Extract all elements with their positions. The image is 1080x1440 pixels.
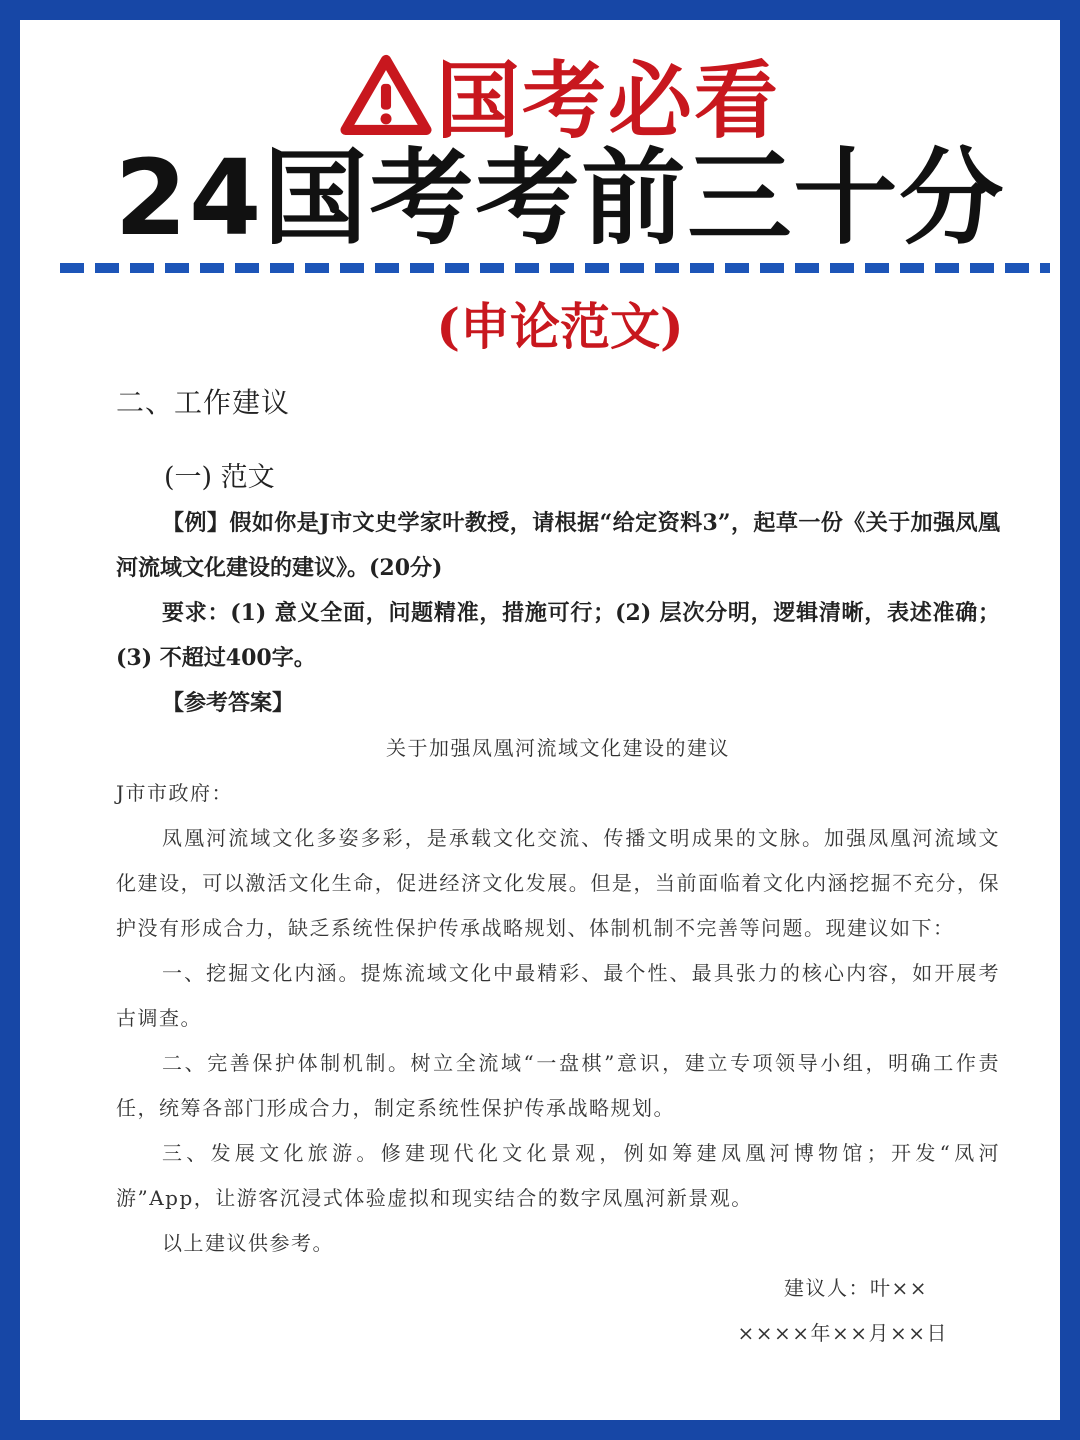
salutation: J市市政府： xyxy=(116,781,234,805)
subtitle: (申论范文) xyxy=(436,297,684,356)
dashed-divider xyxy=(60,263,1050,273)
signature-date: ××××年××月××日 xyxy=(737,1321,948,1345)
header-warning xyxy=(20,46,1080,150)
warning-triangle-icon xyxy=(340,52,432,136)
essay-paragraph: 凤凰河流域文化多姿多彩，是承载文化交流、传播文明成果的文脉。加强凤凰河流域文化建设，可以激活文化生命，促进经济文化发展。但是，当前面临着文化内涵挖掘不充分，保护没有形成合力，缺乏系统性保护传承战略规划、体制机制不完善等问题。现建议如下： xyxy=(116,826,1000,940)
main-title: 24国考考前三十分 xyxy=(114,137,1006,259)
essay-paragraph: 三、发展文化旅游。修建现代化文化景观，例如筹建凤凰河博物馆；开发“凤河游”App，让游客沉浸式体验虚拟和现实结合的数字凤凰河新景观。 xyxy=(116,1141,1000,1210)
essay-paragraph: 二、完善保护体制机制。树立全流域“一盘棋”意识，建立专项领导小组，明确工作责任，统筹各部门形成合力，制定系统性保护传承战略规划。 xyxy=(116,1051,1000,1120)
section-heading: 二、工作建议 xyxy=(116,386,291,419)
requirements: 要求：(1) 意义全面，问题精准，措施可行；(2) 层次分明，逻辑清晰，表述准确；(3) 不超过400字。 xyxy=(116,600,1000,671)
document-body xyxy=(116,375,1000,1356)
essay-paragraph: 一、挖掘文化内涵。提炼流域文化中最精彩、最个性、最具张力的核心内容，如开展考古调查。 xyxy=(116,961,1000,1030)
warning-text: 国考必看 xyxy=(435,51,780,150)
essay-title: 关于加强凤凰河流域文化建设的建议 xyxy=(386,736,730,760)
task-prompt: 【例】假如你是J市文史学家叶教授，请根据“给定资料3”，起草一份《关于加强凤凰河流域文化建设的建议》。(20分) xyxy=(116,510,1000,581)
sub-heading: (一) 范文 xyxy=(164,462,275,493)
answer-label: 【参考答案】 xyxy=(162,690,295,716)
signature: 建议人：叶×× xyxy=(783,1276,928,1300)
essay-paragraph: 以上建议供参考。 xyxy=(162,1231,334,1255)
